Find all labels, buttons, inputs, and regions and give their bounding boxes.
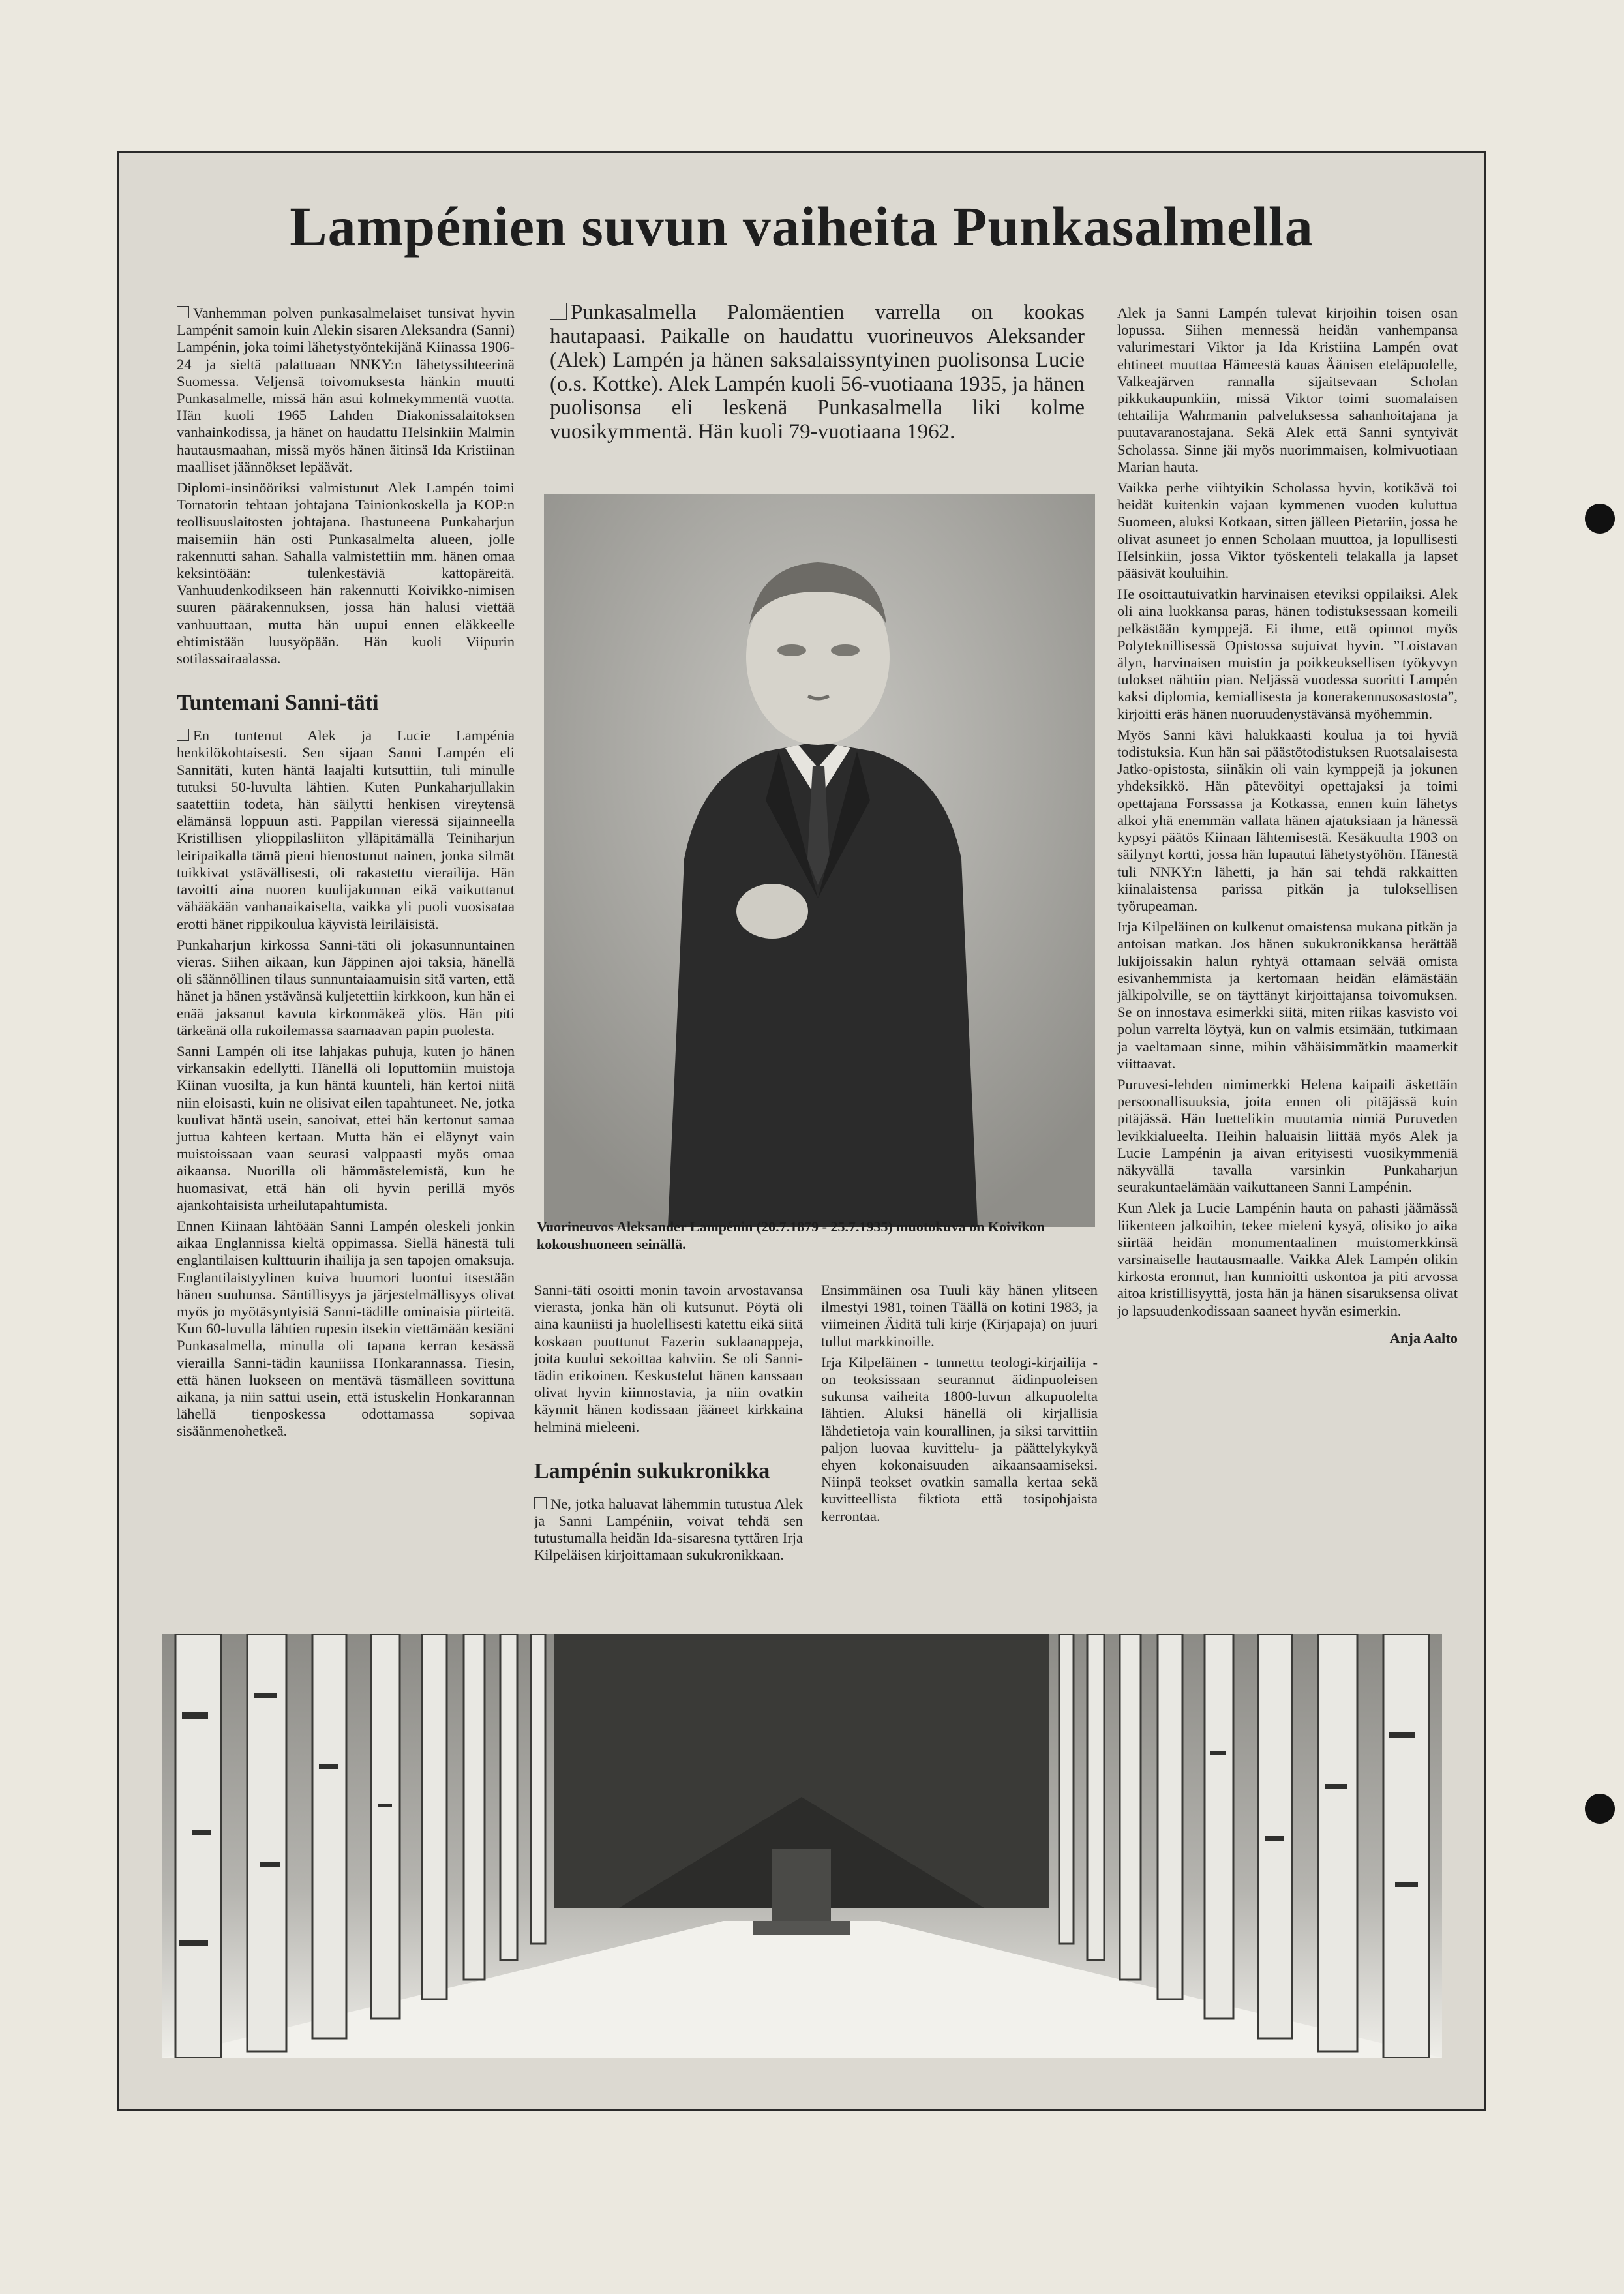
portrait-photo [544, 494, 1095, 1227]
body-paragraph: Irja Kilpeläinen - tunnettu teologi-kirjailija - on teoksissaan seurannut äidinpuoleisen sukunsa vaiheita 1800-luvun alkupuolelta lähtien. Aluksi hänellä oli kirjallisia lähdetietoja vain kourallinen, ja siksi tarvittiin paljon luovaa kuvittelu- ja päättelykykyä ehyen kokonaisuuden aikaansaamiseksi. Niinpä teokset ovatkin samalla kertaa sekä kuvitteellista fiktiota että tosipohjaista kerrontaa. [821, 1353, 1098, 1524]
portrait-caption: Vuorineuvos Aleksander Lampénin (20.7.1879 - 25.7.1935) muotokuva on Koivikon kokoushuoneen seinällä. [537, 1218, 1045, 1252]
section-title-kronikka: Lampénin sukukronikka [534, 1458, 770, 1483]
sanni-paragraph: En tuntenut Alek ja Lucie Lampénia henkilökohtaisesti. Sen sijaan Sanni Lampén eli Sannitäti, kuten häntä laajalti kutsuttiin, tuli minulle tutuksi 50-luvulta lähtien. Kuten Punkaharjullakin saatettiin todeta, hän säilytti henkisen vireytensä elämänsä loppuun asti. Pappilan vieressä sijainneella Kristillisen ylioppilasliiton ylläpitämällä Teiniharjun leiripaikalla tämä pieni hienostunut nainen, jonka silmät tuikkivat ystävällisesti, oli rakastettu vierailija. Hän tavoitti aina nuoren kuulijakunnan eikä vaikuttanut vähääkään vanhanaikaiselta, vaikka yli puoli vuosisataa erotti hänet rippikoulua käyvistä leiriläisistä. [177, 727, 515, 932]
intro-paragraph: Diplomi-insinööriksi valmistunut Alek Lampén toimi Tornatorin tehtaan johtajana Tainionkoskella ja KOP:n teollisuuslaitosten johtajana. Ihastuneena Punkaharjun maisemiin hän osti Punkasalmelta alueen, jolle rakennutti sahan. Sahalla valmistettiin mm. hänen omaa keksintöään: tulenkestäviä kattopäreitä. Vanhuudenkodikseen hän rakennutti Koivikko-nimisen suuren päärakennuksen, jossa hän halusi viettää vanhuuttaan, mutta hän uupui ennen eläkkeelle ehtimistään luusyöpään. Hän kuoli Viipurin sotilassairaalassa. [177, 479, 515, 667]
body-paragraph: Sanni-täti osoitti monin tavoin arvostavansa vierasta, jonka hän oli kutsunut. Pöytä oli aina kauniisti ja huolellisesti katettu eikä siitä koskaan puuttunut Fazerin suklaanappeja, joita kuului sekoittaa kahviin. Se oli Sanni-tädin erikoinen. Keskustelut hänen kanssaan olivat hyvin kiinnostavia, ja niin ovatkin käynnit hänen kodissaan jääneet kirkkaina helminä mieleeni. [534, 1282, 803, 1435]
body-paragraph: He osoittautuivatkin harvinaisen eteviksi oppilaiksi. Alek oli aina luokkansa paras, hänen todistuksessaan komeili pelkästään kymppejä. Ei ihme, että opinnot myös Polyteknillisessä Opistossa sujuivat hyvin. ”Loistavan älyn, harvinaisen muistin ja poikkeuksellisen työkyvyn tulokset nähtiin pian. Neljässä vuodessa suoritti Lampén kaksi diplomia, kemiallisesta ja konerakennusosastosta”, kirjoitti eräs hänen nuoruudenystävänsä myöhemmin. [1117, 586, 1458, 722]
left-column [177, 305, 515, 1444]
body-paragraph: Vaikka perhe viihtyikin Scholassa hyvin, kotikävä toi heidät kuitenkin vajaan kymmenen vuoden kuluttua Suomeen, aluksi Kotkaan, sitten jälleen Pietariin, jossa he olivat asuneet jo ennen Scholaan muuttoa, ja lopullisesti Helsinkiin, jossa Viktor työskenteli telakalla ja lapset pääsivät kouluihin. [1117, 479, 1458, 582]
punch-hole-top [1585, 504, 1615, 534]
middle-right-column [821, 1282, 1098, 1529]
intro-paragraph: Vanhemman polven punkasalmelaiset tunsivat hyvin Lampénit samoin kuin Alekin sisaren Aleksandra (Sanni) Lampénin, joka toimi lähetystyöntekijänä Kiinassa 1906-24 ja sieltä palattuaan NNKY:n lähetyssihteerinä Suomessa. Veljensä toivomuksesta hänkin muutti Punkasalmelle, missä hän asui kolmekymmentä vuotta. Hän kuoli 1965 Lahden Diakonissalaitoksen vanhainkodissa, ja hänet on haudattu Helsinkiin Malmin hautausmaahan, missä myös hänen äitinsä Ida Kristiinan maalliset jäännökset lepäävät. [177, 305, 515, 475]
punch-hole-bottom [1585, 1794, 1615, 1824]
sanni-paragraph: Sanni Lampén oli itse lahjakas puhuja, kuten jo hänen virkansakin edellytti. Hänellä oli loputtomiin muistoja Kiinan vuosilta, ja kun häntä kuunteli, hän kertoi niitä niin eloisasti, kuin ne olisivat eilen tapahtuneet. Ne, jotka kuulivat häntä usein, sanoivat, ettei hän kertonut samaa juttua kahteen kertaan. Mutta hän ei eläynyt vain muistoissaan vaan seurasi valppaasti myös omaa aikaansa. Nuorilla oli hämmästelemistä, kun he huomasivat, että hän oli hyvin perillä myös ajankohtaisista urheilutapahtumista. [177, 1042, 515, 1213]
birch-avenue-photo [162, 1634, 1442, 2058]
square-bullet-icon [177, 729, 189, 741]
body-paragraph: Alek ja Sanni Lampén tulevat kirjoihin toisen osan lopussa. Siihen mennessä heidän vanhempansa valurimestari Viktor ja Ida Kristiina Lampén ovat ehtineet muuttaa Hämeestä kauas Äänisen eteläpuolelle, Valkeajärven rannalla sijaitsevaan Scholan pikkukaupunkiin, missä Viktor toimi suomalaisen tehtailija Wahrmanin palveluksessa sahanhoitajana ja puutavaranostajana. Sekä Alek että Sanni syntyivät Scholassa. Sinne jäi myös nuorimmaisen, kolmivuotiaan Marian hauta. [1117, 305, 1458, 475]
lead-paragraph: Punkasalmella Palomäentien varrella on kookas hautapaasi. Paikalle on haudattu vuorineuvos Aleksander (Alek) Lampén ja hänen saksalaissyntyinen puolisonsa Lucie (o.s. Kottke). Alek Lampén kuoli 56-vuotiaana 1935, ja hänen puolisonsa eli leskenä Punkasalmella liki kolme vuosikymmentä. Hän kuoli 79-vuotiaana 1962. [550, 301, 1085, 444]
square-bullet-icon [177, 306, 189, 318]
body-paragraph: Myös Sanni kävi halukkaasti koulua ja toi hyviä todistuksia. Kun hän sai päästötodistuksen Ruotsalaisesta Jatko-opistosta, siinäkin oli vain kymppejä ja jokunen yhdeksikkö. Hän pätevöityi opettajaksi ja toimi opettajana Forssassa ja Kotkassa, ennen kuin lähetys alkoi yhä enemmän vallata hänen ajatuksiaan ja hänessä kypsyi päätös Kiinaan lähtemisestä. Kesäkuulta 1903 on säilynyt kortti, jossa hän lupautui lähetystyöhön. Hänestä tuli NNKY:n lähetti, ja hän sai tehdä rakkaitten kiinalaistensa parissa pitkän ja tuloksellisen työrupeaman. [1117, 726, 1458, 914]
sanni-paragraph: Punkaharjun kirkossa Sanni-täti oli jokasunnuntainen vieras. Siihen aikaan, kun Jäppinen ajoi taksia, hänellä oli säännöllinen tilaus sunnuntaiaamuisin sitä varten, että hänet ja hänen ystävänsä kuljetettiin kirkkoon, kun hän ei enää jaksanut kavuta kirkonmäkeä ylös. Hän piti tärkeänä olla rukoilemassa saarnaavan papin puolesta. [177, 936, 515, 1038]
sanni-paragraph: Ennen Kiinaan lähtöään Sanni Lampén oleskeli jonkin aikaa Englannissa kieltä oppimassa. Siellä hänestä tuli englantilaisen kulttuurin ihailija ja sen tapojen omaksuja. Englantilaistyylinen kuiva huumori luontui itsestään hänen suuhunsa. Säntillisyys ja järjestelmällisyys olivat myös jo myötäsyntyisiä Sanni-tädille ominaisia piirteitä. Kun 60-luvulla lähtien rupesin itsekin viettämään kesiäni Punkasalmella, minulla oli tapana kerran kesässä vierailla Sanni-tädin kauniissa Honkarannassa. Tiesin, että hänen luokseen on mentävä täsmälleen sovittuna aikana, ja niin sattui usein, että istuskelin Honkarannan lähellä tienposkessa odottamassa sopivaa sisäänmenohetkeä. [177, 1217, 515, 1440]
author-signature: Anja Aalto [1389, 1329, 1458, 1346]
square-bullet-icon [534, 1497, 547, 1509]
kronikka-paragraph: Ne, jotka haluavat lähemmin tutustua Alek ja Sanni Lampéniin, voivat tehdä sen tutustumalla heidän Ida-sisaresna tyttären Irja Kilpeläisen kirjoittamaan sukukronikkaan. [534, 1495, 803, 1563]
headline: Lampénien suvun vaiheita Punkasalmella [290, 195, 1314, 258]
body-paragraph: Puruvesi-lehden nimimerkki Helena kaipaili äskettäin persoonallisuuksia, joita ennen oli pitäjässä kuin pitäjässä. Hän luettelikin muutamia nimiä Puruveden levikkialueelta. Heihin haluaisin liittää myös Alek ja Lucie Lampénin ja aivan erityisesti vuosikymmeniä näkyvällä tavalla varsinkin Punkaharjun seurakuntaelämään vaikuttaneen Sanni Lampénin. [1117, 1076, 1458, 1196]
middle-left-column [534, 1282, 803, 1568]
body-paragraph: Kun Alek ja Lucie Lampénin hauta on pahasti jäämässä liikenteen jalkoihin, tekee mieleni kysyä, olisiko jo aika siirtää heidän monumentaalinen muistomerkkinsä varsinaiselle hautausmaalle. Vaikka Alek Lampén olikin kirkosta eronnut, han kunnioitti uskontoa ja piti arvossa aitoa kristillisyyttä, josta hän ja hänen sisaruksensa olivat jo lapsuudenkodissaan saaneet hyvän esimerkin. [1117, 1200, 1458, 1319]
square-bullet-icon [550, 303, 567, 320]
right-column [1117, 305, 1458, 1351]
birch-trees-icon [162, 1634, 1442, 2058]
section-title-sanni: Tuntemani Sanni-täti [177, 691, 379, 716]
newspaper-clipping [117, 151, 1486, 2111]
portrait-figure-icon [544, 494, 1095, 1227]
body-paragraph: Ensimmäinen osa Tuuli käy hänen ylitseen ilmestyi 1981, toinen Täällä on kotini 1983, ja viimeinen Äiditä tuli kirje (Kirjapaja) on juuri tullut markkinoille. [821, 1282, 1098, 1350]
body-paragraph: Irja Kilpeläinen on kulkenut omaistensa mukana pitkän ja antoisan matkan. Jos hänen sukukronikkansa herättää lukijoissakin halun ryhtyä ottamaan selvää omista esivanhemmista ja kertomaan heidän elämästään jälkipolville, se on täyttänyt kirjoittajansa toivomuksen. Se on innostava esimerkki siitä, miten riikas kasvisto voi polun varrelta löytyä, kun on valmis etsimään, tutkimaan ja vaeltamaan sinne, mihin vähäisimmätkin maamerkit viittaavat. [1117, 918, 1458, 1072]
